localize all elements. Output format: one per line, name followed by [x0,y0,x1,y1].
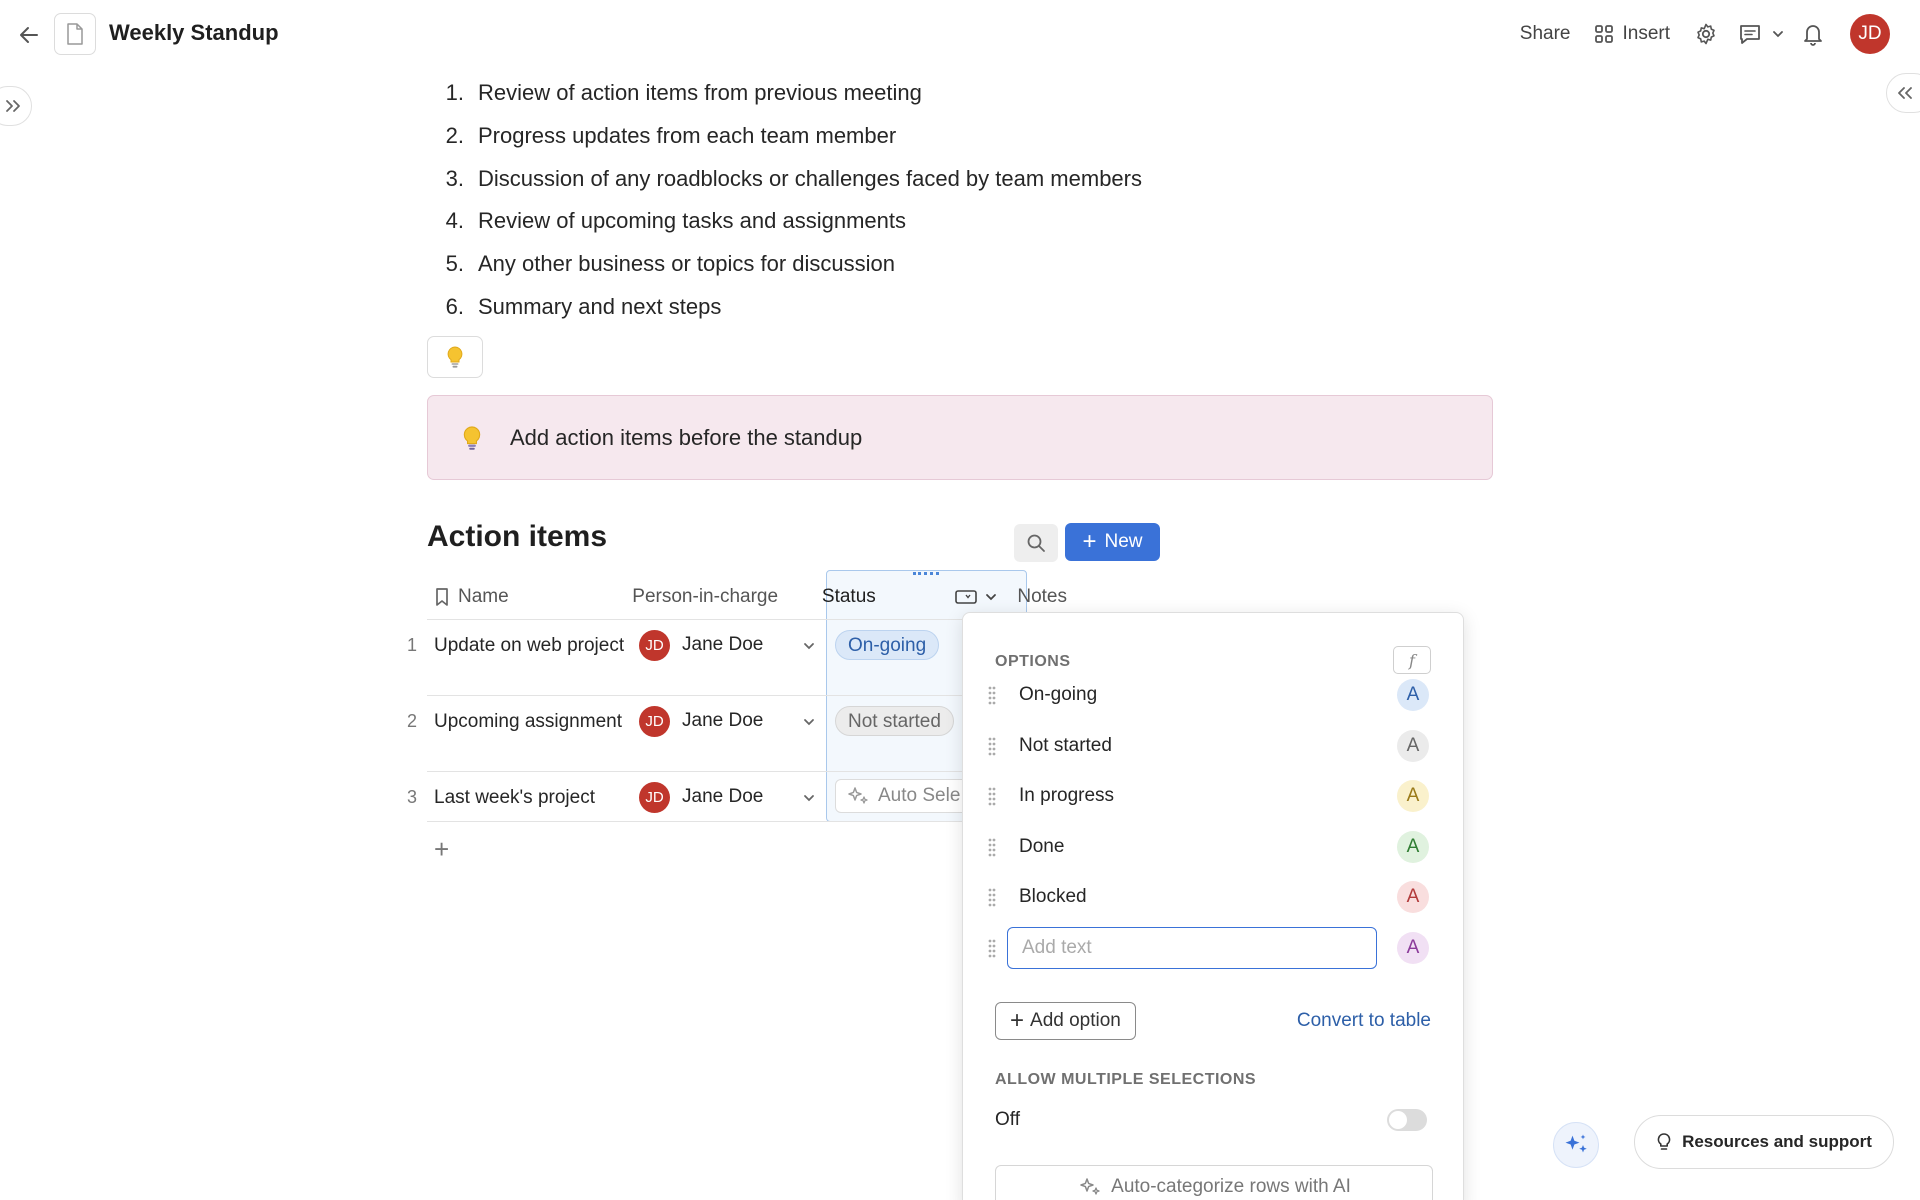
list-number: 5. [445,251,464,277]
option-label[interactable]: On-going [1019,684,1098,705]
color-picker-button[interactable]: A [1397,679,1429,711]
collapse-panel-icon[interactable] [1886,73,1920,113]
new-option-input[interactable] [1007,927,1377,969]
resources-label: Resources and support [1682,1132,1872,1151]
multi-select-value: Off [995,1109,1020,1130]
option-row[interactable] [987,825,1433,869]
name-text: Upcoming assignment [434,711,622,732]
resources-support-button[interactable] [1634,1115,1894,1169]
chevron-down-icon[interactable] [803,716,815,728]
option-label[interactable]: Blocked [1019,886,1087,907]
column-label: Status [821,586,876,607]
lightbulb-icon [1656,1132,1672,1152]
drag-handle-icon[interactable] [987,887,1001,907]
bell-icon[interactable] [1802,22,1824,46]
top-bar [0,0,1920,68]
add-option-label: Add option [1030,1010,1121,1031]
row-number: 3 [406,787,417,807]
column-header-name[interactable] [427,586,626,608]
chevron-down-icon[interactable] [803,792,815,804]
list-item[interactable] [430,243,1142,286]
insert-button[interactable] [1594,23,1670,45]
column-header-person[interactable]: Person-in-charge [632,586,779,607]
person-name: Jane Doe [682,634,764,655]
person-name: Jane Doe [682,786,764,807]
name-cell[interactable] [406,772,633,821]
list-item[interactable] [430,72,1142,115]
options-heading: OPTIONS [995,653,1071,670]
avatar: JD [639,706,670,737]
drag-handle-icon[interactable] [987,938,1001,958]
chevron-down-icon[interactable] [803,640,815,652]
option-label[interactable]: Not started [1019,735,1112,756]
auto-categorize-button[interactable] [995,1165,1433,1200]
row-number: 2 [406,711,417,731]
status-options-panel [962,612,1464,1200]
chevron-down-icon [985,591,997,603]
person-cell[interactable] [633,772,829,821]
avatar: JD [639,630,670,661]
drag-handle-icon[interactable] [987,786,1001,806]
list-number: 4. [445,208,464,234]
add-option-button[interactable] [995,1002,1136,1040]
search-icon[interactable] [1014,524,1058,562]
lightbulb-icon [462,424,482,452]
grid-icon [1594,24,1614,44]
list-text: Progress updates from each team member [478,123,897,149]
sparkle-icon [1077,1176,1103,1198]
expand-sidebar-icon[interactable] [0,86,32,126]
add-row-button[interactable]: + [434,834,450,864]
sparkle-icon [846,785,870,807]
option-row[interactable] [987,673,1433,717]
status-pill[interactable]: On-going [835,630,939,660]
list-item[interactable] [430,285,1142,328]
list-item[interactable] [430,200,1142,243]
comment-icon[interactable] [1738,22,1762,46]
list-text: Review of upcoming tasks and assignments [478,208,906,234]
auto-select-label: Auto Sele [878,785,961,806]
list-text: Discussion of any roadblocks or challenges faced by team members [478,165,1142,191]
agenda-list [430,72,1142,328]
back-arrow-icon[interactable] [14,20,44,50]
section-title: Action items [427,520,608,553]
plus-icon: + [1010,1007,1025,1034]
option-label[interactable]: In progress [1019,785,1115,806]
list-number: 2. [445,123,464,149]
color-picker-button[interactable]: A [1397,932,1429,964]
ai-sparkle-icon[interactable] [1553,1122,1599,1168]
avatar: JD [639,782,670,813]
column-label: Name [458,586,509,607]
color-picker-button[interactable]: A [1397,881,1429,913]
color-picker-button[interactable]: A [1397,831,1429,863]
row-number: 1 [406,635,417,655]
list-text: Review of action items from previous meeting [478,80,922,106]
insert-label: Insert [1622,23,1670,44]
drag-handle-icon[interactable] [987,736,1001,756]
lightbulb-icon[interactable] [427,336,483,378]
page-title[interactable]: Weekly Standup [109,20,279,45]
option-row[interactable] [987,774,1433,818]
person-name: Jane Doe [682,710,764,731]
list-text: Summary and next steps [478,293,722,319]
toggle-knob [1389,1111,1407,1129]
auto-categorize-label: Auto-categorize rows with AI [1111,1176,1351,1197]
list-number: 6. [445,293,464,319]
column-header-status[interactable] [816,586,1009,608]
person-cell[interactable] [633,696,829,771]
formula-icon[interactable]: f [1393,646,1431,674]
bookmark-icon [434,587,450,607]
gear-icon[interactable] [1694,22,1718,46]
share-button[interactable]: Share [1519,23,1571,44]
name-cell[interactable] [406,696,633,771]
convert-to-table-link[interactable]: Convert to table [1296,1010,1431,1031]
avatar[interactable]: JD [1850,14,1890,54]
color-picker-button[interactable]: A [1397,730,1429,762]
new-option-row [987,926,1433,970]
list-item[interactable] [430,115,1142,158]
select-type-icon[interactable] [955,589,997,605]
top-actions [1520,14,1890,54]
option-label[interactable]: Done [1019,836,1065,857]
auto-select-button[interactable] [835,779,971,813]
column-header-notes[interactable]: Notes [1017,586,1067,607]
person-cell[interactable] [633,620,829,695]
drag-handle-icon[interactable] [987,837,1001,857]
list-item[interactable] [430,157,1142,200]
new-row-button[interactable] [1065,523,1160,561]
option-row[interactable] [987,724,1433,768]
drag-handle-icon[interactable] [987,685,1001,705]
name-text: Last week's project [434,787,595,808]
option-row[interactable] [987,875,1433,919]
document-icon[interactable] [54,13,96,55]
list-number: 3. [445,165,464,191]
callout-text: Add action items before the standup [510,424,863,450]
callout[interactable] [427,395,1493,480]
new-label: New [1104,531,1143,552]
name-text: Update on web project [434,635,625,656]
multi-select-toggle[interactable] [1387,1109,1427,1131]
chevron-down-icon[interactable] [1772,28,1784,40]
list-number: 1. [445,80,464,106]
plus-icon: + [1082,528,1097,555]
name-cell[interactable] [406,620,633,695]
list-text: Any other business or topics for discussion [478,251,895,277]
color-picker-button[interactable]: A [1397,780,1429,812]
status-pill[interactable]: Not started [835,706,954,736]
multi-select-heading: ALLOW MULTIPLE SELECTIONS [995,1071,1257,1088]
